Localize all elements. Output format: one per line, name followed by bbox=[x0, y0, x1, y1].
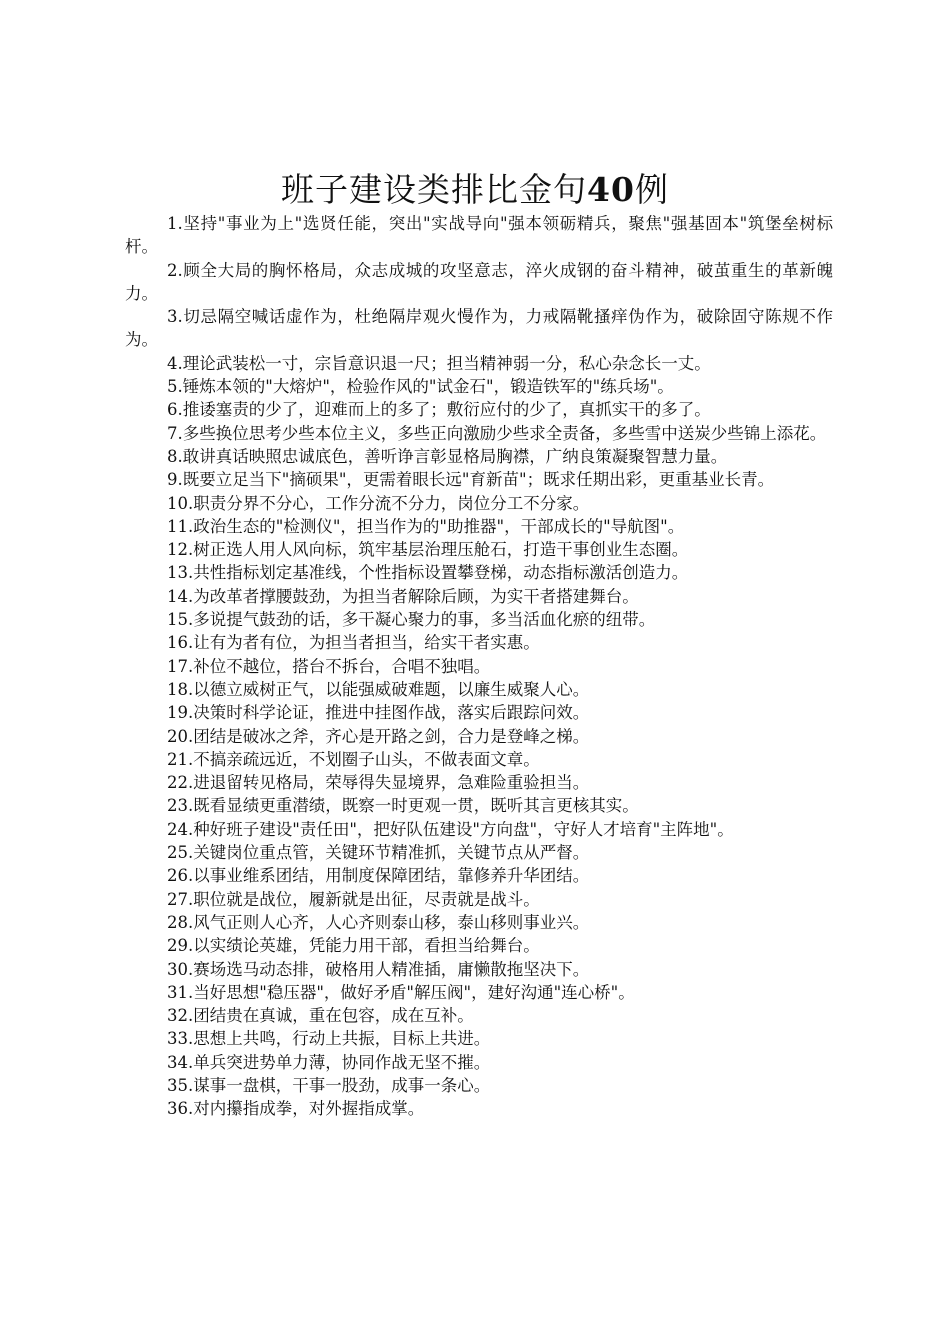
list-item: 19.决策时科学论证，推进中挂图作战，落实后跟踪问效。 bbox=[167, 703, 590, 723]
list-item: 3.切忌隔空喊话虚作为，杜绝隔岸观火慢作为，力戒隔靴搔痒伪作为，破除固守陈规不作为。 bbox=[125, 307, 833, 350]
list-item: 4.理论武装松一寸，宗旨意识退一尺；担当精神弱一分，私心杂念长一丈。 bbox=[167, 353, 711, 373]
list-item: 10.职责分界不分心，工作分流不分力，岗位分工不分家。 bbox=[167, 493, 590, 513]
list-item: 16.让有为者有位，为担当者担当，给实干者实惠。 bbox=[167, 633, 540, 653]
title-number: 40 bbox=[587, 170, 635, 209]
list-item: 32.团结贵在真诚，重在包容，成在互补。 bbox=[167, 1006, 474, 1026]
list-item: 30.赛场选马动态排，破格用人精准插，庸懒散拖坚决下。 bbox=[167, 959, 590, 979]
list-item: 24.种好班子建设"责任田"，把好队伍建设"方向盘"，守好人才培育"主阵地"。 bbox=[167, 819, 734, 839]
list-item: 23.既看显绩更重潜绩，既察一时更观一贯，既听其言更核其实。 bbox=[167, 796, 639, 816]
list-item: 28.风气正则人心齐，人心齐则泰山移，泰山移则事业兴。 bbox=[167, 912, 590, 932]
list-item: 27.职位就是战位，履新就是出征，尽责就是战斗。 bbox=[167, 889, 540, 909]
page-title bbox=[0, 168, 950, 212]
list-item: 17.补位不越位，搭台不拆台，合唱不独唱。 bbox=[167, 656, 491, 676]
list-item: 33.思想上共鸣，行动上共振，目标上共进。 bbox=[167, 1029, 491, 1049]
list-item: 15.多说提气鼓劲的话，多干凝心聚力的事，多当活血化瘀的纽带。 bbox=[167, 610, 656, 630]
list-item: 2.顾全大局的胸怀格局，众志成城的攻坚意志，淬火成钢的奋斗精神，破茧重生的革新魄力。 bbox=[125, 260, 833, 303]
list-item: 11.政治生态的"检测仪"，担当作为的"助推器"，干部成长的"导航图"。 bbox=[167, 516, 685, 536]
list-item: 6.推诿塞责的少了，迎难而上的多了；敷衍应付的少了，真抓实干的多了。 bbox=[167, 400, 711, 420]
list-item: 29.以实绩论英雄，凭能力用干部，看担当给舞台。 bbox=[167, 936, 540, 956]
list-item: 5.锤炼本领的"大熔炉"，检验作风的"试金石"，锻造铁军的"练兵场"。 bbox=[167, 377, 674, 397]
title-suffix: 例 bbox=[634, 170, 669, 209]
list-item: 20.团结是破冰之斧，齐心是开路之剑，合力是登峰之梯。 bbox=[167, 726, 590, 746]
quote-list bbox=[125, 212, 833, 1121]
list-item: 1.坚持"事业为上"选贤任能，突出"实战导向"强本领砺精兵，聚焦"强基固本"筑堡垒树标杆。 bbox=[125, 214, 833, 257]
list-item: 26.以事业维系团结，用制度保障团结，靠修养升华团结。 bbox=[167, 866, 590, 886]
list-item: 31.当好思想"稳压器"，做好矛盾"解压阀"，建好沟通"连心桥"。 bbox=[167, 982, 635, 1002]
list-item: 36.对内攥指成拳，对外握指成掌。 bbox=[167, 1099, 425, 1119]
list-item: 35.谋事一盘棋，干事一股劲，成事一条心。 bbox=[167, 1075, 491, 1095]
list-item: 21.不搞亲疏远近，不划圈子山头，不做表面文章。 bbox=[167, 749, 540, 769]
list-item: 18.以德立威树正气，以能强威破难题，以廉生威聚人心。 bbox=[167, 679, 590, 699]
list-item: 13.共性指标划定基准线，个性指标设置攀登梯，动态指标激活创造力。 bbox=[167, 563, 689, 583]
title-text: 班子建设类排比金句 bbox=[281, 170, 588, 209]
list-item: 12.树正选人用人风向标，筑牢基层治理压舱石，打造干事创业生态圈。 bbox=[167, 540, 689, 560]
list-item: 8.敢讲真话映照忠诚底色，善听诤言彰显格局胸襟，广纳良策凝聚智慧力量。 bbox=[167, 446, 728, 466]
list-item: 14.为改革者撑腰鼓劲，为担当者解除后顾，为实干者搭建舞台。 bbox=[167, 586, 639, 606]
list-item: 25.关键岗位重点管，关键环节精准抓，关键节点从严督。 bbox=[167, 843, 590, 863]
list-item: 34.单兵突进势单力薄，协同作战无坚不摧。 bbox=[167, 1052, 491, 1072]
list-item: 9.既要立足当下"摘硕果"，更需着眼长远"育新苗"；既求任期出彩，更重基业长青。 bbox=[167, 470, 775, 490]
list-item: 22.进退留转见格局，荣辱得失显境界，急难险重验担当。 bbox=[167, 773, 590, 793]
list-item: 7.多些换位思考少些本位主义，多些正向激励少些求全责备，多些雪中送炭少些锦上添花。 bbox=[167, 423, 827, 443]
